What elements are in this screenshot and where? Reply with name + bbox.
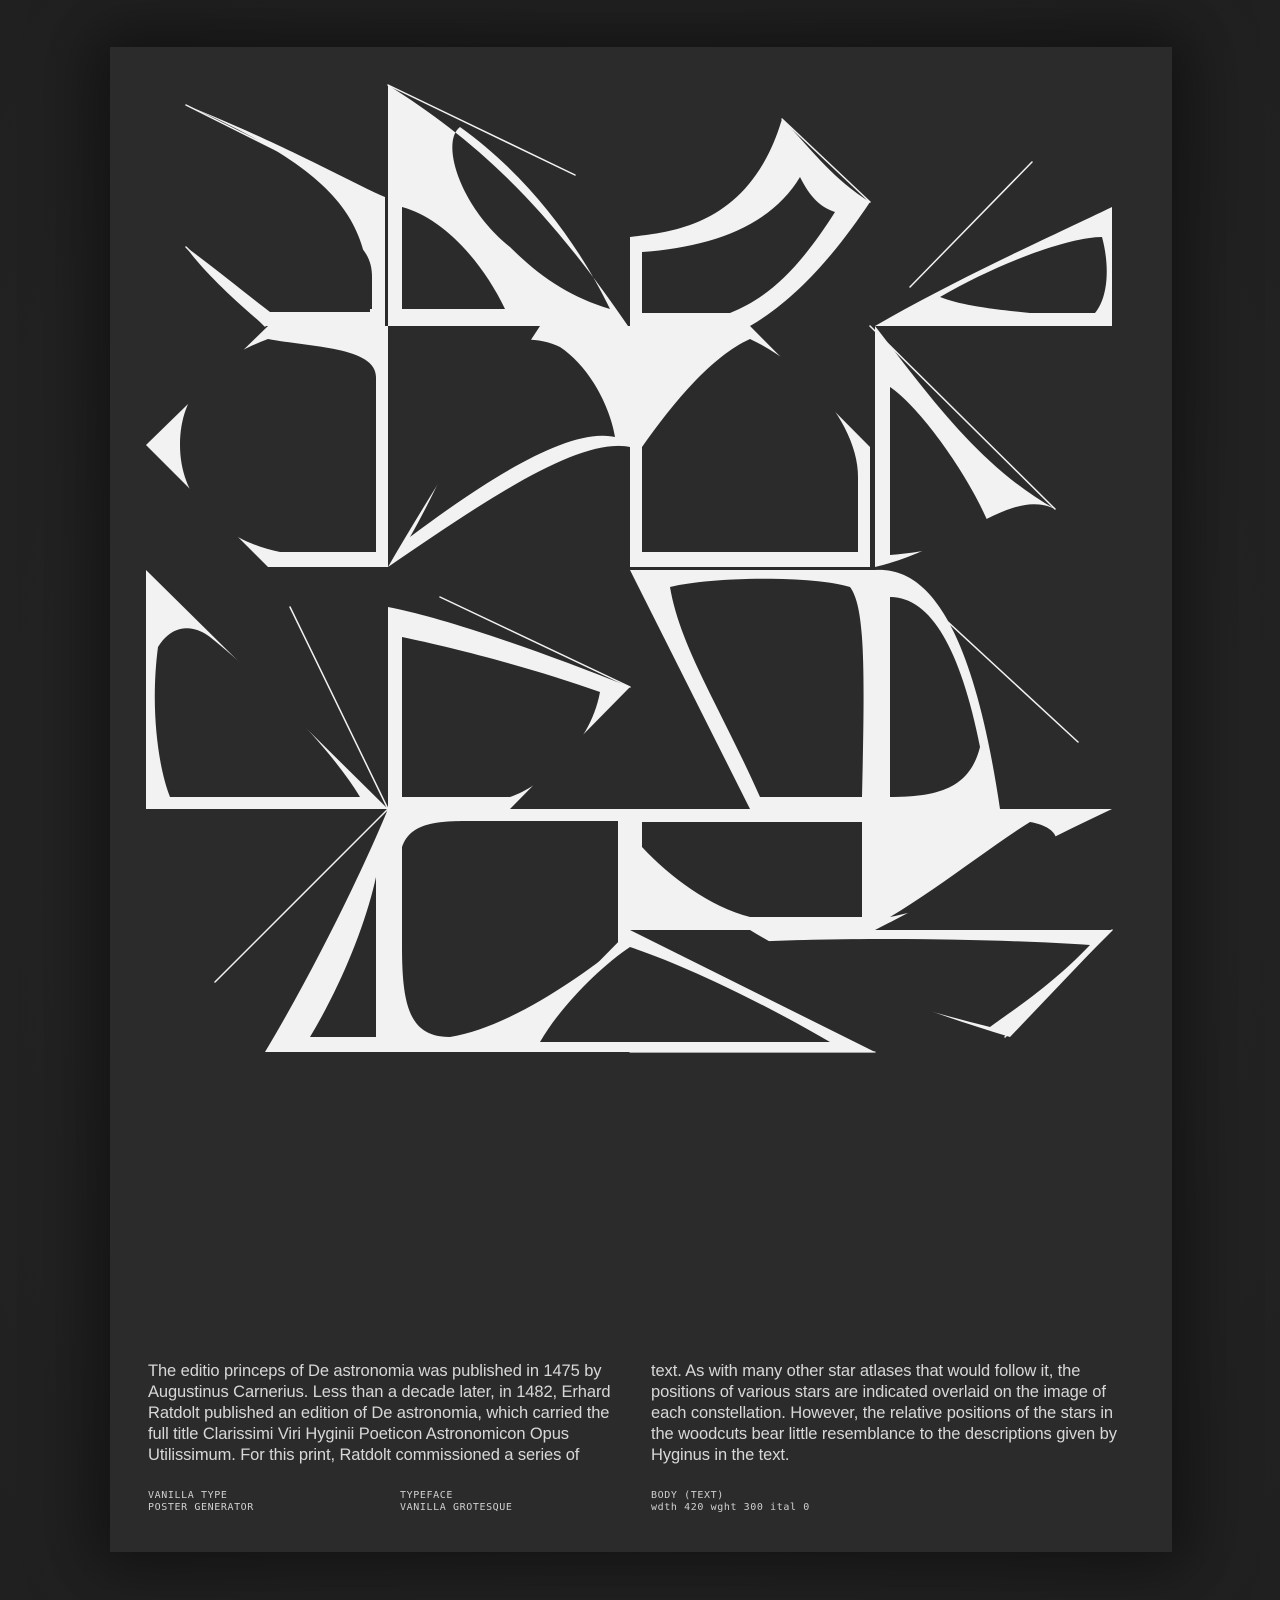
glyph-hole bbox=[155, 628, 360, 797]
poster bbox=[110, 47, 1172, 1552]
footer-credit-typeface bbox=[400, 1490, 513, 1514]
footer-label: TYPEFACE bbox=[400, 1490, 453, 1501]
glyph-flare bbox=[186, 105, 370, 197]
body-text-column-1: The editio princeps of De astronomia was published in 1475 by Augustinus Carnerius. Less than a decade later, in 1482, Erhard Ratdolt published an edition of De astronomia, which carried the full title Clarissimi Viri Hyginii Poeticon Astronomicon Opus Utilissimum. For this print, Ratdolt commissioned a series of bbox=[148, 1361, 611, 1464]
glyph-hole bbox=[180, 339, 376, 552]
footer-value: POSTER GENERATOR bbox=[148, 1502, 254, 1513]
glyph-hole bbox=[890, 597, 980, 797]
footer-credit-generator bbox=[148, 1490, 254, 1514]
glyph-hole bbox=[940, 237, 1107, 313]
footer-label: BODY (TEXT) bbox=[651, 1490, 724, 1501]
body-text-column-2: text. As with many other star atlases that would follow it, the positions of various stars are indicated overlaid on the image of each constellation. However, the relative positions of the stars in the woodcuts bear little resemblance to the descriptions given by Hyginus in the text. bbox=[651, 1361, 1117, 1464]
glyph-flare bbox=[186, 247, 265, 326]
footer-credit-body bbox=[651, 1490, 810, 1514]
abstract-glyph-artwork bbox=[110, 47, 1172, 1147]
glyph-hole bbox=[264, 219, 372, 309]
footer-label: VANILLA TYPE bbox=[148, 1490, 228, 1501]
footer-value: VANILLA GROTESQUE bbox=[400, 1502, 513, 1513]
footer-value: wdth 420 wght 300 ital 0 bbox=[651, 1502, 810, 1513]
